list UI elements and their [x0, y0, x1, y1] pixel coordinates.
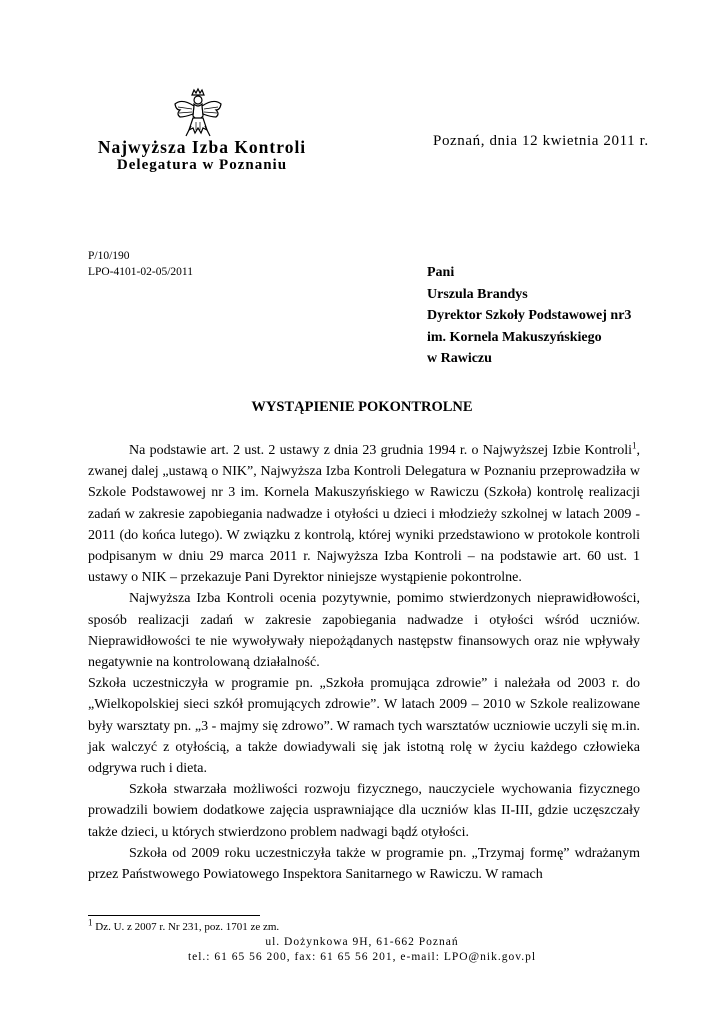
- document-body: [88, 440, 640, 885]
- paragraph-1-part-b: , zwanej dalej „ustawą o NIK”, Najwyższa Izba Kontroli Delegatura w Poznaniu przeprowadziła w Szkole Podstawowej nr 3 im. Kornela Makuszyńskiego w Rawiczu (Szkoła) kontrolę realizacji zadań w zakresie zapobiegania nadwadze i otyłości u dzieci i młodzieży szkolnej w latach 2009 - 2011 (do końca lutego). W związku z kontrolą, której wyniki przedstawiono w protokole kontroli podpisanym w dniu 29 marca 2011 r. Najwyższa Izba Kontroli – na podstawie art. 60 ust. 1 ustawy o NIK – przekazuje Pani Dyrektor niniejsze wystąpienie pokontrolne.: [88, 443, 640, 586]
- org-branch: Delegatura w Poznaniu: [116, 157, 288, 173]
- document-title: WYSTĄPIENIE POKONTROLNE: [251, 399, 473, 415]
- place-date: Poznań, dnia 12 kwietnia 2011 r.: [433, 133, 649, 149]
- reference-number: P/10/190: [88, 250, 130, 262]
- addressee-salutation: Pani: [427, 265, 455, 280]
- paragraph-3: Szkoła uczestniczyła w programie pn. „Szkoła promująca zdrowie” i należała od 2003 r. do „Wielkopolskiej sieci szkół promujących zdrowie”. W latach 2009 – 2010 w Szkole realizowane były warsztaty pn. „3 - majmy się zdrowo”. W ramach tych warsztatów uczniowie uczyli się m.in. jak walczyć z otyłością, a także dowiadywali się jak istotną rolę w życiu każdego człowieka odgrywa ruch i dieta.: [88, 676, 640, 777]
- addressee-block: [427, 262, 631, 370]
- addressee-city: w Rawiczu: [427, 351, 492, 366]
- polish-eagle-emblem-icon: [172, 86, 224, 140]
- footer-contact: tel.: 61 65 56 200, fax: 61 65 56 201, e-mail: LPO@nik.gov.pl: [187, 951, 537, 963]
- paragraph-1: [88, 440, 640, 588]
- org-name: Najwyższa Izba Kontroli: [97, 137, 307, 157]
- paragraph-2: Najwyższa Izba Kontroli ocenia pozytywnie, pomimo stwierdzonych nieprawidłowości, sposób realizacji zadań w zakresie zapobiegania nadwadze i otyłości wśród uczniów. Nieprawidłowości te nie wywoływały niepożądanych następstw finansowych oraz nie wpływały negatywnie na kontrolowaną działalność.: [88, 591, 640, 671]
- addressee-name: Urszula Brandys: [427, 286, 528, 302]
- footnote-ref: 1: [632, 440, 637, 451]
- footnote: [88, 917, 280, 933]
- paragraph-1-part-a: Na podstawie art. 2 ust. 2 ustawy z dnia 23 grudnia 1994 r. o Najwyższej Izbie Kontroli: [129, 443, 632, 458]
- footnote-text: Dz. U. z 2007 r. Nr 231, poz. 1701 ze zm.: [92, 921, 280, 933]
- footnote-number: 1: [88, 917, 93, 928]
- addressee-position: Dyrektor Szkoły Podstawowej nr3: [427, 308, 632, 323]
- paragraph-5: Szkoła od 2009 roku uczestniczyła także w programie pn. „Trzymaj formę” wdrażanym przez Państwowego Powiatowego Inspektora Sanitarnego w Rawiczu. W ramach: [88, 845, 640, 883]
- case-number: LPO-4101-02-05/2011: [88, 266, 193, 278]
- paragraph-4: Szkoła stwarzała możliwości rozwoju fizycznego, nauczyciele wychowania fizycznego prowadzili bowiem dodatkowe zajęcia usprawniające dla uczniów klas II-III, gdzie uczęszczały także dzieci, u których stwierdzono problem nadwagi bądź otyłości.: [88, 782, 640, 840]
- footnote-divider: [88, 915, 260, 916]
- addressee-school: im. Kornela Makuszyńskiego: [427, 329, 602, 345]
- footer-address: ul. Dożynkowa 9H, 61-662 Poznań: [265, 936, 459, 948]
